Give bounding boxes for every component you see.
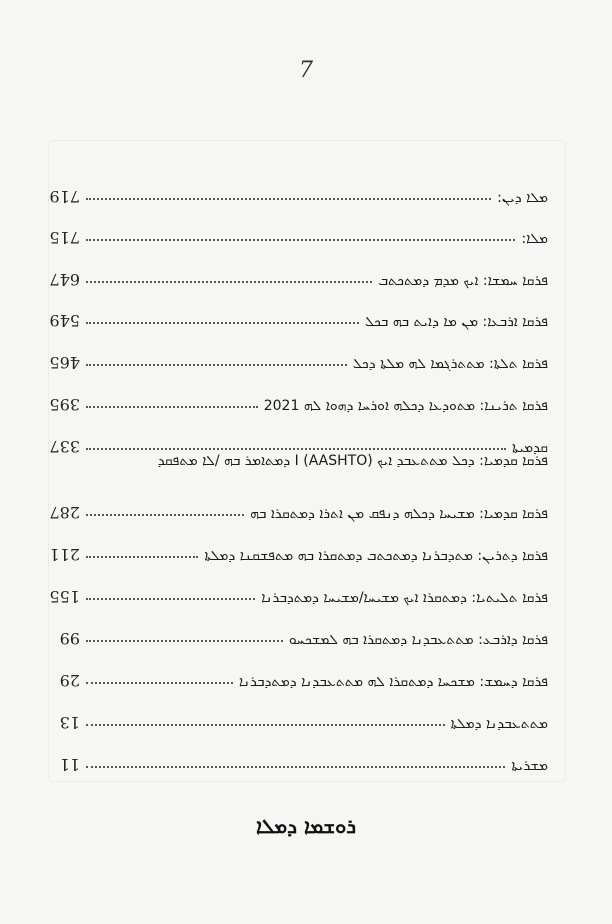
toc-title: ܦܪܩܐ ܕܚܡܫ: ܡܫܟܚܐ ܕܡܬܩܪܐ ܠܗ ܡܬܬܥܒܕܢܐ ܕܡܬܕܒܪܢܐ xyxy=(238,674,548,690)
toc-title: ܡܫܪܝܬܐ xyxy=(511,758,548,774)
toc-page-number: 395 xyxy=(49,395,80,414)
dot-leader xyxy=(86,513,244,516)
toc-entry[interactable] xyxy=(46,536,548,564)
toc-entry[interactable] xyxy=(46,178,548,206)
toc-title: ܦܪܩܐ ܬܪܝܢܐ: ܡܬܘܕܥܐ ܕܟܠܗ ܐܘܪܚܐ ܕܗܘܐ ܠܗ 2021 xyxy=(263,398,548,414)
toc-title: ܡܠܐ: xyxy=(521,231,548,247)
toc-page-number: 29 xyxy=(59,671,80,690)
toc-continuation-line: ܦܪܩܐ ܩܕܡܝܐ: ܕܟܠ ܡܬܬܥܒܕ ܐܝܟ I (AASHTO) ܕܡܬܐܡܪ ܒܗ /ܠܐ ܡܬܦܩܕ xyxy=(157,453,548,469)
toc-title: ܡܠܐ ܕܝܢ: xyxy=(497,190,548,206)
toc-page-number: 13 xyxy=(59,713,80,732)
toc-entry[interactable] xyxy=(46,494,548,522)
dot-leader xyxy=(86,723,445,726)
toc-title: ܦܪܩܐ ܚܡܫܐ: ܐܝܟ ܡܕܡ ܕܡܬܟܬܒ xyxy=(378,273,548,289)
toc-entry[interactable] xyxy=(46,578,548,606)
dot-leader xyxy=(86,197,491,200)
dot-leader xyxy=(86,321,359,324)
toc-page-number: 155 xyxy=(49,587,80,606)
toc-entry[interactable] xyxy=(46,261,548,289)
dot-leader xyxy=(86,405,258,408)
dot-leader xyxy=(86,639,283,642)
dot-leader xyxy=(86,681,233,684)
toc-title: ܡܬܬܥܒܕܢܐ ܕܡܠܬܐ xyxy=(450,716,548,732)
toc-page-number: 715 xyxy=(49,228,80,247)
dot-leader xyxy=(86,597,255,600)
toc-title: ܦܪܩܐ ܬܠܬܐ: ܡܬܬܪܓܡܐ ܠܗ ܡܠܬܐ ܕܟܠ xyxy=(352,356,548,372)
toc-page-number: 11 xyxy=(59,755,80,774)
toc-entry[interactable] xyxy=(46,386,548,414)
toc-entry[interactable] xyxy=(46,704,548,732)
toc-entry[interactable] xyxy=(46,344,548,372)
dot-leader xyxy=(86,765,505,768)
dot-leader xyxy=(86,555,198,558)
toc-page-number: 647 xyxy=(49,270,80,289)
toc-entry[interactable] xyxy=(46,219,548,247)
toc-title: ܦܪܩܐ ܕܐܪܒܥ: ܡܬܬܥܒܕܢܐ ܕܡܬܩܪܐ ܒܗ ܠܡܫܟܚܘ xyxy=(288,632,548,648)
dot-leader xyxy=(86,280,372,283)
toc-title: ܦܪܩܐ ܕܬܪܝܢ: ܡܬܕܒܪܢܐ ܕܡܬܟܬܒ ܕܡܬܩܪܐ ܒܗ ܡܬܦܫܩܢܐ ܕܡܠܬܐ xyxy=(204,548,548,564)
toc-page-number: 465 xyxy=(49,353,80,372)
dot-leader xyxy=(86,238,515,241)
page-number: 7 xyxy=(299,58,313,83)
toc-title: ܩܕܡܝܬܐ xyxy=(511,440,548,456)
dot-leader xyxy=(86,447,506,450)
section-title: ܪܘܫܡܐ ܕܡܠܐ xyxy=(255,814,357,838)
toc-title: ܦܪܩܐ ܐܪܒܥܐ: ܡܢ ܡܐ ܕܐܝܬ ܒܗ ܒܟܠ xyxy=(364,314,548,330)
toc-entry[interactable] xyxy=(46,662,548,690)
toc-page-number: 99 xyxy=(59,629,80,648)
toc-entry[interactable] xyxy=(46,428,548,456)
toc-page-number: 719 xyxy=(49,187,80,206)
dot-leader xyxy=(86,363,347,366)
toc-entry[interactable] xyxy=(46,302,548,330)
toc-page-number: 549 xyxy=(49,311,80,330)
toc-page-number: 287 xyxy=(49,503,80,522)
toc-page-number: 211 xyxy=(49,545,80,564)
toc-title: ܦܪܩܐ ܩܕܡܝܐ: ܡܫܝܚܐ ܕܟܠܗ ܕܢܦܩ ܡܢ ܐܬܪܐ ܕܡܬܩܪܐ ܒܗ xyxy=(250,506,548,522)
toc-entry[interactable] xyxy=(46,620,548,648)
toc-page-number: 337 xyxy=(49,437,80,456)
toc-entry[interactable] xyxy=(46,746,548,774)
toc-title: ܦܪܩܐ ܬܠܝܬܝܐ: ܕܡܬܩܪܐ ܐܝܟ ܡܫܝܚܐ/ܡܫܝܚܐ ܕܡܬܕܒܪܢܐ xyxy=(261,590,548,606)
